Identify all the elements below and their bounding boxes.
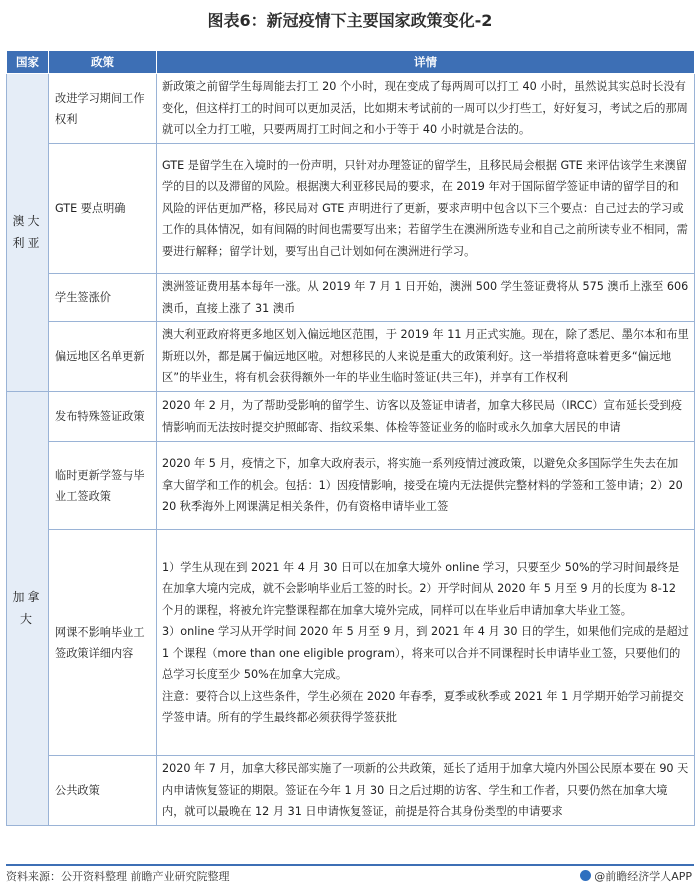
detail-cell: 澳大利亚政府将更多地区划入偏远地区范围，于 2019 年 11 月正式实施。现在，除了悉尼、墨尔本和布里斯班以外，都是属于偏远地区啦。对想移民的人来说是重大的政策利好。这一举措将意味着更多“偏远地区”的毕业生，将有机会获得额外一年的毕业生临时签证(共三年)，并享有工作权利 bbox=[157, 322, 695, 392]
table-header-row bbox=[7, 51, 695, 74]
table-row bbox=[7, 74, 695, 144]
footer-divider bbox=[6, 864, 694, 866]
detail-cell bbox=[157, 530, 695, 756]
policy-cell: GTE 要点明确 bbox=[49, 144, 157, 274]
detail-paragraph: 3）online 学习从开学时间 2020 年 5 月至 9 月，到 2021 年 4 月 30 日的学生，如果他们完成的是超过 1 个课程（more than one eligible program），将来可以合并不同课程时长申请毕业工签，只要他们的总学习长度至少 50%在加拿大完成。 bbox=[162, 625, 689, 681]
detail-cell: 2020 年 5 月，疫情之下，加拿大政府表示，将实施一系列疫情过渡政策，以避免众多国际学生失去在加拿大留学和工作的机会。包括：1）因疫情影响，接受在境内无法提供完整材料的学签和工签申请；2）2020 秋季海外上网课满足相关条件，仍有资格申请毕业工签 bbox=[157, 442, 695, 530]
source-note: 资料来源：公开资料整理 前瞻产业研究院整理 bbox=[6, 870, 230, 883]
country-cell-canada: 加拿大 bbox=[7, 392, 49, 826]
header-policy: 政策 bbox=[49, 51, 157, 74]
table-row bbox=[7, 274, 695, 322]
brand-text: @前瞻经济学人APP bbox=[594, 870, 692, 883]
policy-cell: 临时更新学签与毕业工签政策 bbox=[49, 442, 157, 530]
table-row bbox=[7, 144, 695, 274]
policy-cell: 学生签涨价 bbox=[49, 274, 157, 322]
table-row bbox=[7, 530, 695, 756]
table-row bbox=[7, 322, 695, 392]
detail-cell: GTE 是留学生在入境时的一份声明，只针对办理签证的留学生，且移民局会根据 GTE 来评估该学生来澳留学的目的以及滞留的风险。根据澳大利亚移民局的要求，在 2019 年对于国际留学签证申请的留学目的和风险的评估更加严格，移民局对 GTE 声明进行了更新，要求声明中包含以下三个要点：自己过去的学习或工作的具体情况，如有间隔的时间也需要写出来；若留学生在澳洲所选专业和自己之前所读专业不相同，需要进行解释；留学计划，要写出自己计划如何在澳洲进行学习。 bbox=[157, 144, 695, 274]
detail-paragraph: 注意：要符合以上这些条件，学生必须在 2020 年春季，夏季或秋季或 2021 年 1 月学期开始学习前提交学签申请。所有的学生最终都必须获得学签获批 bbox=[162, 689, 684, 724]
detail-cell: 2020 年 2 月，为了帮助受影响的留学生、访客以及签证申请者，加拿大移民局（IRCC）宣布延长受到疫情影响而无法按时提交护照邮寄、指纹采集、体检等签证业务的临时或永久加拿大居民的申请 bbox=[157, 392, 695, 442]
policy-cell: 公共政策 bbox=[49, 756, 157, 826]
country-cell-australia: 澳大利亚 bbox=[7, 74, 49, 392]
detail-paragraph: 1）学生从现在到 2021 年 4 月 30 日可以在加拿大境外 online 学习，只要至少 50%的学习时间最终是在加拿大境内完成，就不会影响毕业后工签的时长。2）开学时间从 2020 年 5 月至 9 月的长度为 8-12 个月的课程，将被允许完整课程都在加拿大境外完成，同样可以在毕业后申请加拿大毕业工签。 bbox=[162, 560, 680, 617]
policy-table bbox=[6, 50, 695, 826]
detail-cell: 新政策之前留学生每周能去打工 20 个小时，现在变成了每两周可以打工 40 小时，虽然说其实总时长没有变化，但这样打工的时间可以更加灵活，比如期末考试前的一周可以少打些工，好好复习，考试之后的那周就可以全力打工啦，只要两周打工时间之和小于等于 40 小时就是合法的。 bbox=[157, 74, 695, 144]
policy-cell: 偏远地区名单更新 bbox=[49, 322, 157, 392]
detail-cell: 澳洲签证费用基本每年一涨。从 2019 年 7 月 1 日开始，澳洲 500 学生签证费将从 575 澳币上涨至 606 澳币，直接上涨了 31 澳币 bbox=[157, 274, 695, 322]
policy-cell: 网课不影响毕业工签政策详细内容 bbox=[49, 530, 157, 756]
table-row bbox=[7, 442, 695, 530]
policy-cell: 发布特殊签证政策 bbox=[49, 392, 157, 442]
figure-title: 图表6：新冠疫情下主要国家政策变化-2 bbox=[207, 11, 493, 30]
brand-credit bbox=[580, 868, 692, 884]
header-detail: 详情 bbox=[157, 51, 695, 74]
detail-cell: 2020 年 7 月，加拿大移民部实施了一项新的公共政策，延长了适用于加拿大境内外国公民原本要在 90 天内申请恢复签证的期限。签证在今年 1 月 30 日之后过期的访客、学生和工作者，只要仍然在加拿大境内，就可以最晚在 12 月 31 日申请恢复签证，前提是符合其身份类型的申请要求 bbox=[157, 756, 695, 826]
header-country: 国家 bbox=[7, 51, 49, 74]
brand-logo-icon bbox=[580, 870, 591, 881]
table-row bbox=[7, 756, 695, 826]
policy-cell: 改进学习期间工作权利 bbox=[49, 74, 157, 144]
table-row bbox=[7, 392, 695, 442]
